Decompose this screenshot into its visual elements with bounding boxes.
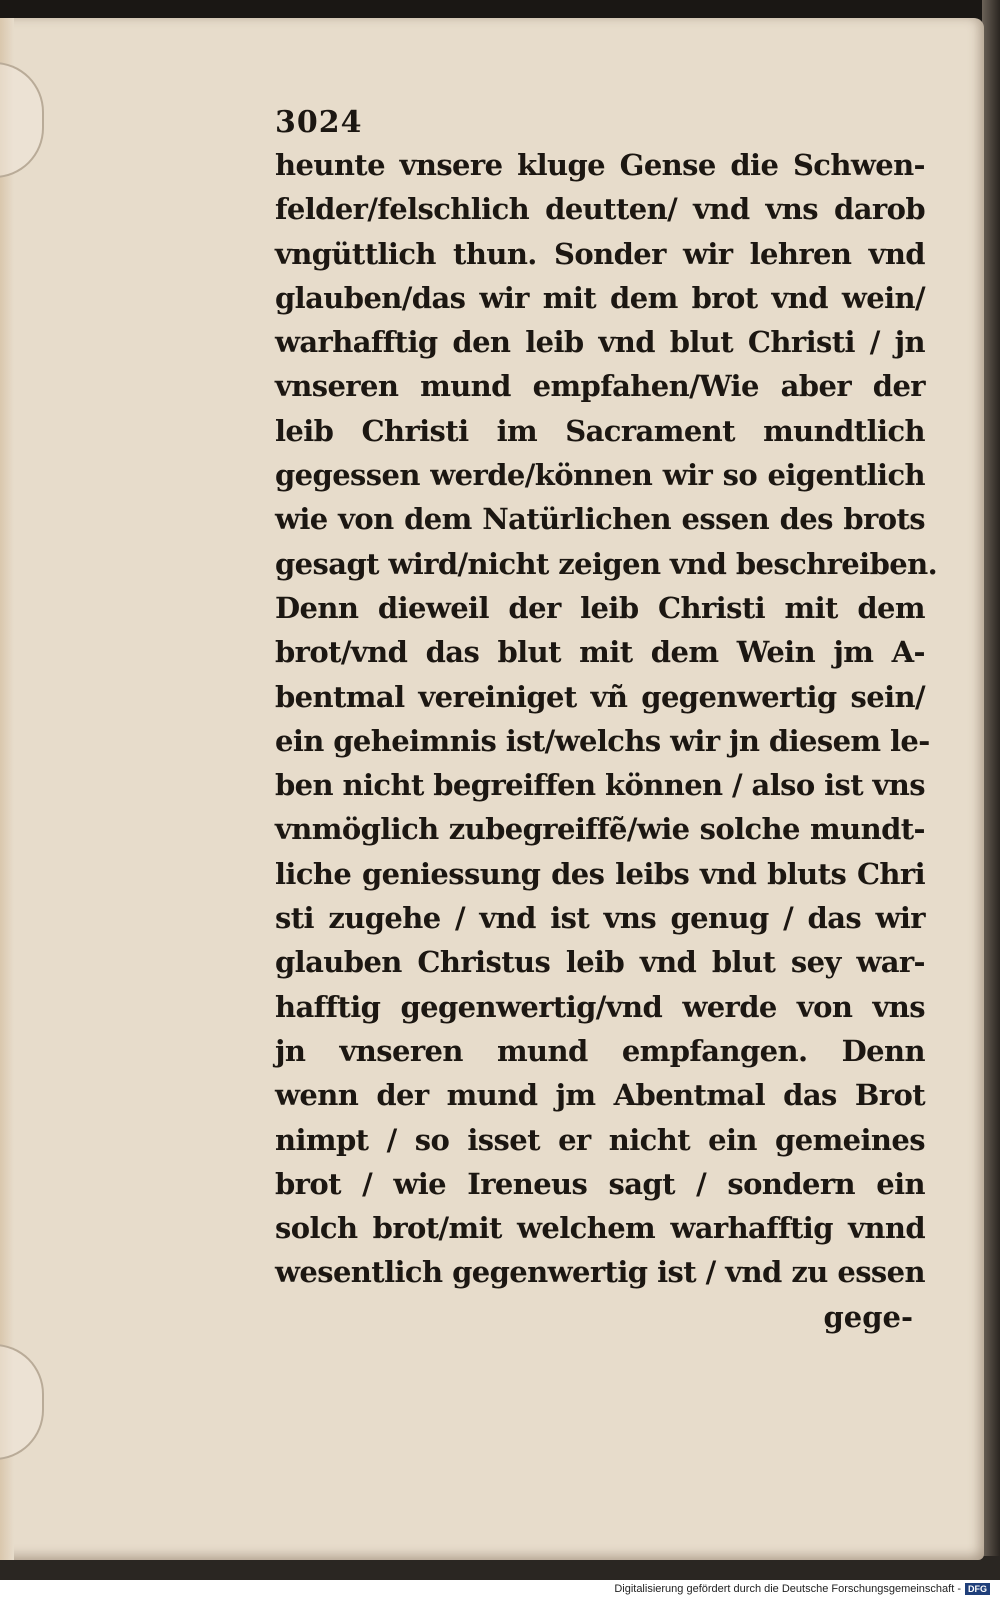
text-line: vnmöglich zubegreiffẽ/wie solche mundt-: [275, 812, 925, 847]
text-line: Denn dieweil der leib Christi mit dem: [275, 590, 925, 625]
page-number: 3024: [275, 105, 363, 140]
text-line: vnseren mund empfahen/Wie aber der: [275, 369, 925, 404]
text-line: glauben Christus leib vnd blut sey war-: [275, 945, 925, 980]
catchword: gege-: [823, 1299, 913, 1334]
text-line: vngüttlich thun. Sonder wir lehren vnd: [275, 236, 925, 271]
page-text-block: [275, 103, 938, 1339]
text-line: felder/felschlich deutten/ vnd vns darob: [275, 192, 925, 227]
dfg-logo: DFG: [965, 1583, 990, 1595]
funding-credit: Digitalisierung gefördert durch die Deutsche Forschungsgemeinschaft -: [614, 1583, 961, 1595]
text-line: solch brot/mit welchem warhafftig vnnd: [275, 1211, 925, 1246]
text-line: ben nicht begreiffen können / also ist vns: [275, 768, 925, 803]
text-line: hafftig gegenwertig/vnd werde von vns: [275, 989, 925, 1024]
text-line: wenn der mund jm Abentmal das Brot: [275, 1078, 925, 1113]
text-line: liche geniessung des leibs vnd bluts Chri: [275, 856, 925, 891]
text-line: sti zugehe / vnd ist vns genug / das wir: [275, 901, 925, 936]
text-line: warhafftig den leib vnd blut Christi / jn: [275, 325, 925, 360]
digitization-footer: [0, 1580, 1000, 1598]
text-line: nimpt / so isset er nicht ein gemeines: [275, 1122, 925, 1157]
text-line: wie von dem Natürlichen essen des brots: [275, 502, 925, 537]
scan-background-right: [982, 0, 1000, 1570]
text-line: bentmal vereiniget vñ gegenwertig sein/: [275, 679, 925, 714]
text-line: glauben/das wir mit dem brot vnd wein/: [275, 280, 925, 315]
text-line: jn vnseren mund empfangen. Denn: [275, 1033, 925, 1068]
text-line: ein geheimnis ist/welchs wir jn diesem le-: [275, 723, 930, 758]
text-line: brot / wie Ireneus sagt / sondern ein: [275, 1166, 925, 1201]
text-line: leib Christi im Sacrament mundtlich: [275, 413, 925, 448]
page-gutter: [0, 18, 14, 1560]
text-line: gegessen werde/können wir so eigentlich: [275, 458, 925, 493]
text-line: wesentlich gegenwertig ist / vnd zu essen: [275, 1255, 925, 1290]
text-line: gesagt wird/nicht zeigen vnd beschreiben.: [275, 546, 938, 581]
text-line: heunte vnsere kluge Gense die Schwen-: [275, 148, 925, 182]
text-line: brot/vnd das blut mit dem Wein jm A-: [275, 635, 925, 670]
